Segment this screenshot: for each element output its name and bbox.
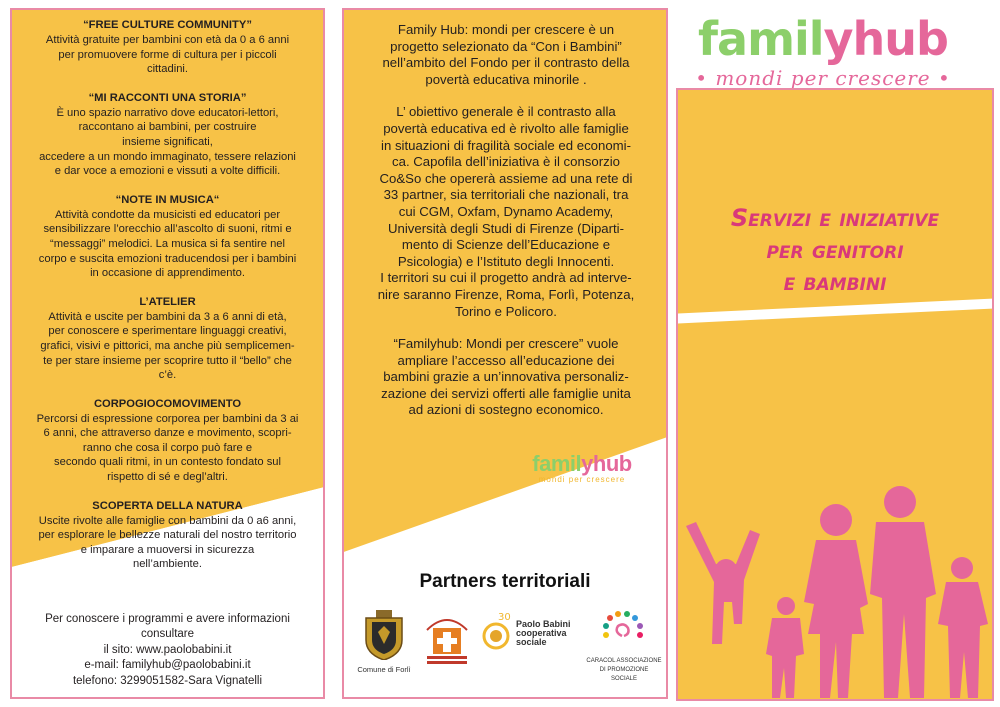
intro-paragraph: Family Hub: mondi per crescere è un progetto selezionato da “Con i Bambini” nell’ambito del Fondo per il contrasto della povertà educativa minorile . <box>382 22 630 87</box>
activity-body-movement <box>16 397 319 485</box>
activity-nature <box>16 499 319 572</box>
logo-tagline: mondi per crescere <box>538 475 626 484</box>
logo-word-part2: yhub <box>581 451 632 476</box>
activity-title: CORPOGIOCOMOVIMENTO <box>93 397 242 410</box>
contact-info: Per conoscere i programmi e avere informazioni consultare il sito: www.paolobabini.it e-mail: familyhub@paolobabini.it telefono: 3299051582-Sara Vignatelli <box>45 612 290 687</box>
objective-paragraph: L’ obiettivo generale è il contrasto alla povertà educativa ed è rivolto alle famiglie in situazioni di fragilità sociale ed economi- ca. Capofila dell’iniziativa è il consorzio Co&So che opererà assieme ad una rete di 33 partner, sia territoriali che nazionali, tra cui CGM, Oxfam, Dynamo Academy, Università degli Studi di Firenze (Diparti- mento di Scienze dell’Educazione e Psicologia) e l’Istituto degli Innocenti. I territori su cui il progetto andrà ad interve- nire saranno Firenze, Roma, Forlì, Potenza, Torino e Policoro. <box>377 104 635 319</box>
partner-label: Paolo Babini cooperativa sociale <box>516 619 571 647</box>
partner-comune-forli <box>354 610 414 674</box>
activity-free-culture <box>16 18 319 77</box>
cover-panel <box>674 0 1000 707</box>
middle-panel <box>342 8 668 699</box>
cover-headline: Servizi e iniziative per genitori e bambini <box>730 204 940 296</box>
activities-list <box>12 18 323 586</box>
caritas-logo-icon <box>421 610 473 668</box>
activity-description: Attività e uscite per bambini da 3 a 6 anni di età, per conoscere e sperimentare linguaggi creativi, grafici, visivi e pittorici, ma anche più semplicemen- te per stare insieme per scoprire tutto il “bello” che c’è. <box>40 310 295 382</box>
activity-description: Attività condotte da musicisti ed educatori per sensibilizzare l’orecchio all’ascolto di suoni, ritmi e “messaggi” melodici. La musica si fa sentire nel corpo e suscita emozioni traducendosi per i bambini in occasione di apprendimento. <box>38 208 297 280</box>
mission-paragraph: “Familyhub: Mondi per crescere” vuole ampliare l’accesso all’educazione dei bambini grazie a un’innovativa personaliz- zazione dei servizi offerti alle famiglie unita ad azioni di sostegno economico. <box>381 336 631 418</box>
logo-word-part2: yhub <box>823 12 948 66</box>
partner-paolo-babini <box>480 610 580 654</box>
activity-title: “NOTE IN MUSICA“ <box>115 193 220 206</box>
activity-music <box>16 193 319 281</box>
partner-caracol <box>586 610 662 684</box>
family-silhouette-icon <box>678 484 994 699</box>
activity-description: È uno spazio narrativo dove educatori-lettori, raccontano ai bambini, per costruire insieme significati, accedere a un mondo immaginato, tessere relazioni e dar voce a emozioni e vissuti a volte difficili. <box>39 106 296 178</box>
sun-icon <box>480 610 516 654</box>
activity-title: “FREE CULTURE COMMUNITY” <box>83 19 252 31</box>
partner-label: CARACOL ASSOCIAZIONE DI PROMOZIONE SOCIALE <box>586 658 662 682</box>
bullet-dot: • <box>938 66 951 90</box>
activity-title: “MI RACCONTI UNA STORIA” <box>88 91 247 104</box>
svg-text:30: 30 <box>498 612 511 623</box>
activity-title: SCOPERTA DELLA NATURA <box>92 499 243 512</box>
logo-word-part1: famil <box>698 12 824 66</box>
logo-word-part1: famil <box>532 451 582 476</box>
activity-atelier <box>16 295 319 383</box>
activity-description: Uscite rivolte alle famiglie con bambini da 0 a6 anni, per esplorare le bellezze naturali del nostro territorio e imparare a muoversi in sicurezza nell’ambiente. <box>38 514 297 571</box>
coat-of-arms-icon <box>362 610 406 660</box>
left-panel <box>10 8 325 699</box>
familyhub-small-logo <box>512 451 652 484</box>
caracol-logo-icon <box>600 610 648 652</box>
activity-description: Attività gratuite per bambini con età da 0 a 6 anni per promuovere forme di cultura per i piccoli cittadini. <box>45 34 290 76</box>
cover-box <box>676 88 994 701</box>
partner-label: Comune di Forlì <box>357 665 411 674</box>
activity-title: L’ATELIER <box>139 295 196 308</box>
partners-heading: Partners territoriali <box>419 571 591 592</box>
bullet-dot: • <box>695 66 708 90</box>
familyhub-logo <box>678 14 968 90</box>
project-description <box>350 22 662 435</box>
partner-caritas <box>416 610 478 673</box>
activity-storytelling <box>16 91 319 179</box>
logo-tagline: mondi per crescere <box>715 66 931 90</box>
activity-description: Percorsi di espressione corporea per bambini da 3 ai 6 anni, che attraverso danze e movimento, scopri- ranno che cosa il corpo può fare e secondo quali ritmi, in un contesto fondato sul rispetto di sé e degl’altri. <box>36 412 299 484</box>
